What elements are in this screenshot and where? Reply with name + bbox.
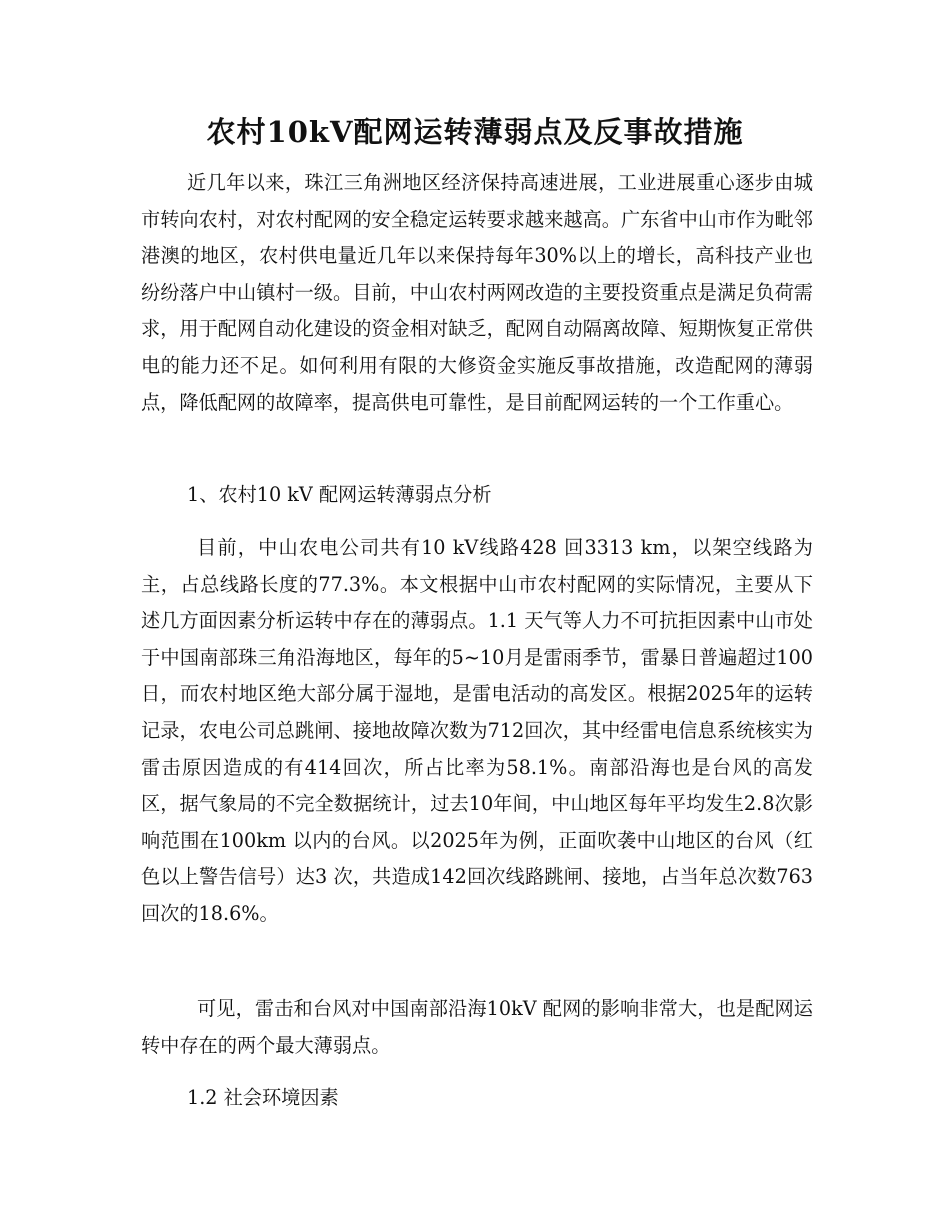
document-title: 农村10kV配网运转薄弱点及反事故措施 xyxy=(206,115,744,149)
conclusion-paragraph: 可见，雷击和台风对中国南部沿海10kV 配网的影响非常大，也是配网运转中存在的两个最大薄弱点。 xyxy=(141,997,813,1057)
intro-paragraph: 近几年以来，珠江三角洲地区经济保持高速进展，工业进展重心逐步由城市转向农村，对农村配网的安全稳定运转要求越来越高。广东省中山市作为毗邻港澳的地区，农村供电量近几年以来保持每年30%以上的增长，高科技产业也纷纷落户中山镇村一级。目前，中山农村两网改造的主要投资重点是满足负荷需求，用于配网自动化建设的资金相对缺乏，配网自动隔离故障、短期恢复正常供电的能力还不足。如何利用有限的大修资金实施反事故措施，改造配网的薄弱点，降低配网的故障率，提高供电可靠性，是目前配网运转的一个工作重心。 xyxy=(141,171,813,414)
section-1-2-heading: 1.2 社会环境因素 xyxy=(187,1086,339,1109)
section-1-heading: 1、农村10 kV 配网运转薄弱点分析 xyxy=(187,483,492,506)
section-1-body-paragraph: 目前，中山农电公司共有10 kV线路428 回3313 km，以架空线路为主，占总线路长度的77.3%。本文根据中山市农村配网的实际情况，主要从下述几方面因素分析运转中存在的薄弱点。1.1 天气等人力不可抗拒因素中山市处于中国南部珠三角沿海地区，每年的5~10月是雷雨季节，雷暴日普遍超过100日，而农村地区绝大部分属于湿地，是雷电活动的高发区。根据2025年的运转记录，农电公司总跳闸、接地故障次数为712回次，其中经雷电信息系统核实为雷击原因造成的有414回次，所占比率为58.1%。南部沿海也是台风的高发区，据气象局的不完全数据统计，过去10年间，中山地区每年平均发生2.8次影响范围在100km 以内的台风。以2025年为例，正面吹袭中山地区的台风（红色以上警告信号）达3 次，共造成142回次线路跳闸、接地，占当年总次数763 回次的18.6%。 xyxy=(141,536,813,925)
